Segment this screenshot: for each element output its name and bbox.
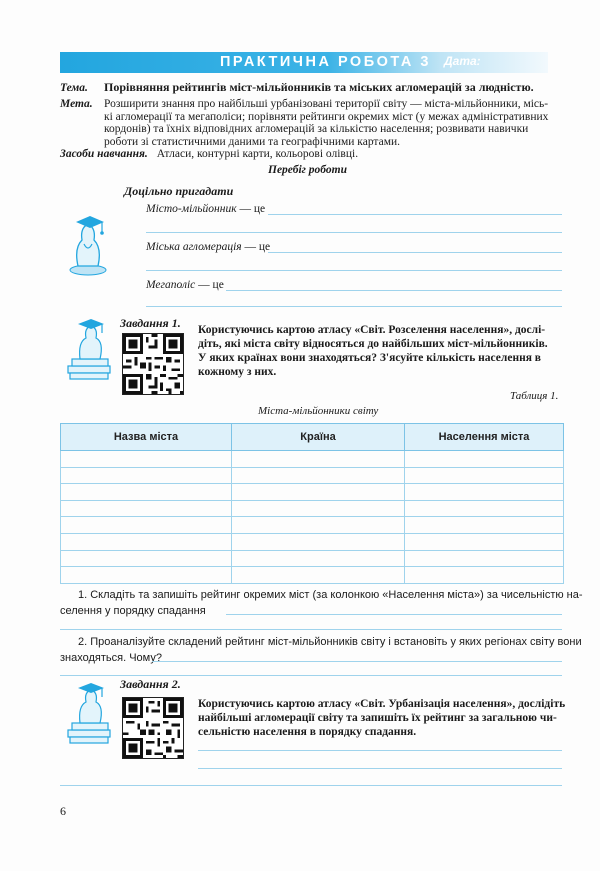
date-label: Дата: [444,54,481,68]
table-row [61,517,564,534]
qr-code-icon[interactable] [122,697,184,759]
recall-term: Мегаполіс [146,279,196,291]
graduate-icon [64,208,112,278]
recall-item [146,279,224,292]
answer-line[interactable] [226,290,562,291]
recall-suffix: — це [241,241,271,253]
topic-label: Тема. [60,82,88,94]
recall-item [146,203,265,216]
answer-line[interactable] [146,232,562,233]
goal-line: кордонів) та їхніх відповідних агломерацій за кількістю населення; розвивати навички [104,123,529,135]
answer-line[interactable] [198,768,562,769]
table-cell[interactable] [232,484,405,501]
recall-term: Місто-мільйонник [146,203,237,215]
task1-line: Користуючись картою атласу «Світ. Розселення населення», дослі- [198,324,546,336]
table-row [61,467,564,484]
table-cell[interactable] [232,500,405,517]
work-title: Перебіг роботи [268,164,347,176]
table-cell[interactable] [405,550,564,567]
task2-text [198,697,566,739]
table-cell[interactable] [61,567,232,584]
answer-line[interactable] [60,629,562,630]
table-cell[interactable] [61,550,232,567]
goal-line: Розширити знання про найбільші урбанізовані території світу — міста-мільйонники, місь- [104,98,549,110]
table-cell[interactable] [232,567,405,584]
table-cell[interactable] [405,517,564,534]
table-cell[interactable] [61,517,232,534]
goal-line: кі агломерації та мегаполіси; порівняти рейтинги окремих міст (у межах адміністративних [104,110,549,123]
qr-code-icon[interactable] [122,333,184,395]
task2-line: найбільші агломерації світу та запишіть їх рейтинг за загальною чи- [198,712,557,724]
question-line: знаходяться. Чому? [60,652,162,664]
task1-line: кожному з них. [198,366,277,378]
table-row [61,484,564,501]
books-icon [64,316,114,382]
cities-table [60,423,564,584]
table-cell[interactable] [405,533,564,550]
table-cell[interactable] [405,484,564,501]
recall-term: Міська агломерація [146,241,242,253]
col-header-country: Країна [232,424,405,451]
answer-line[interactable] [60,785,562,786]
topic-text: Порівняння рейтингів міст-мільйонників та міських агломерацій за людністю. [104,80,534,94]
col-header-city: Назва міста [61,424,232,451]
table-row [61,567,564,584]
tools-text: Атласи, контурні карти, кольорові олівці. [156,148,359,160]
goal-line: роботи зі статистичними даними та географічними картами. [104,135,401,148]
table-cell[interactable] [405,451,564,468]
answer-line[interactable] [60,675,562,676]
question-line: 2. Проаналізуйте складений рейтинг міст-мільйонників світу і встановіть у яких регіонах світу вони [78,636,582,648]
task1-line: діть, які міста світу відносяться до найбільших міст-мільйонників. [198,338,548,350]
answer-line[interactable] [268,252,562,253]
table-cell[interactable] [61,533,232,550]
col-header-population: Населення міста [405,424,564,451]
recall-heading: Доцільно пригадати [124,184,234,198]
goal-text [104,98,562,148]
recall-item [146,241,270,254]
table-row [61,550,564,567]
header-bar [60,52,548,73]
answer-line[interactable] [146,306,562,307]
answer-line[interactable] [146,270,562,271]
table-cell[interactable] [232,550,405,567]
answer-line[interactable] [198,750,562,751]
table-cell[interactable] [61,451,232,468]
table-caption: Міста-мільйонники світу [258,405,379,417]
table-cell[interactable] [61,484,232,501]
table-header-row [61,424,564,451]
table-cell[interactable] [232,451,405,468]
table-row [61,451,564,468]
task1-text [198,323,562,379]
table-cell[interactable] [405,567,564,584]
table-cell[interactable] [232,533,405,550]
books-icon [64,680,114,746]
recall-suffix: — це [195,279,224,291]
question-line: 1. Складіть та запишіть рейтинг окремих міст (за колонкою «Населення міста») за чисельністю на- [78,589,583,601]
goal-label: Мета. [60,98,93,110]
task2-line: Користуючись картою атласу «Світ. Урбанізація населення», дослідіть [198,698,566,710]
answer-line[interactable] [152,661,562,662]
task1-heading: Завдання 1. [120,316,181,330]
page-number: 6 [60,804,66,818]
table-row [61,533,564,550]
answer-line[interactable] [226,614,562,615]
task2-line: сельністю населення в порядку спадання. [198,726,417,738]
tools-row [60,148,358,161]
table-cell[interactable] [405,500,564,517]
table-cell[interactable] [61,467,232,484]
table-cell[interactable] [61,500,232,517]
table-label: Таблиця 1. [510,390,559,402]
page-title: ПРАКТИЧНА РОБОТА 3 [220,54,431,70]
task1-line: У яких країнах вони знаходяться? З'ясуйте кількість населення в [198,352,542,364]
table-cell[interactable] [232,517,405,534]
answer-line[interactable] [268,214,562,215]
table-cell[interactable] [405,467,564,484]
tools-label: Засоби навчання. [60,148,148,160]
task2-heading: Завдання 2. [120,677,181,691]
recall-suffix: — це [236,203,266,215]
table-row [61,500,564,517]
question-line: селення у порядку спадання [60,605,206,617]
table-cell[interactable] [232,467,405,484]
